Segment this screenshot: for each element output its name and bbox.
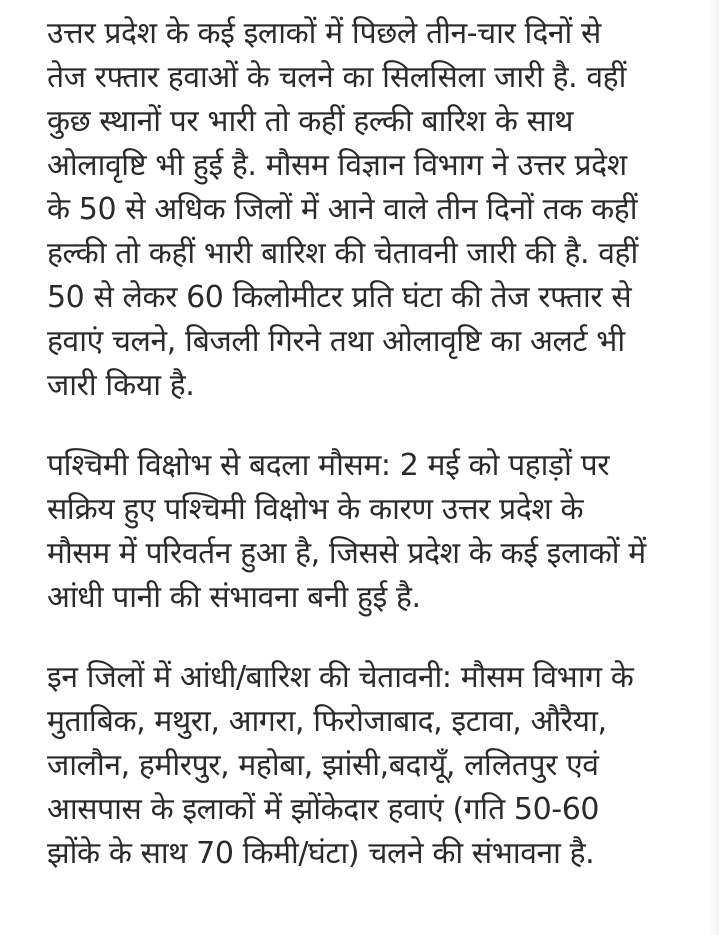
- text-line: जारी किया है.: [47, 368, 195, 403]
- text-line: तेज रफ्तार हवाओं के चलने का सिलसिला जारी है. वहीं: [47, 60, 626, 95]
- text-line: मौसम में परिवर्तन हुआ है, जिससे प्रदेश के कई इलाकों में: [47, 536, 646, 571]
- text-line: कुछ स्थानों पर भारी तो कहीं हल्की बारिश के साथ: [47, 104, 574, 139]
- text-line: हल्की तो कहीं भारी बारिश की चेतावनी जारी की है. वहीं: [47, 236, 638, 271]
- text-line: 50 से लेकर 60 किलोमीटर प्रति घंटा की तेज रफ्तार से: [47, 280, 632, 315]
- text-line: सक्रिय हुए पश्चिमी विक्षोभ के कारण उत्तर प्रदेश के: [47, 492, 584, 527]
- text-line: मुताबिक, मथुरा, आगरा, फिरोजाबाद, इटावा, औरैया,: [47, 704, 607, 739]
- text-line: उत्तर प्रदेश के कई इलाकों में पिछले तीन-चार दिनों से: [47, 16, 601, 51]
- text-line: आंधी पानी की संभावना बनी हुई है.: [47, 580, 421, 615]
- page-edge-shadow: [709, 0, 719, 935]
- text-line: के 50 से अधिक जिलों में आने वाले तीन दिनों तक कहीं: [47, 192, 638, 227]
- paragraph-western-disturbance: [47, 444, 687, 620]
- text-line: हवाएं चलने, बिजली गिरने तथा ओलावृष्टि का अलर्ट भी: [47, 324, 625, 359]
- text-line: आसपास के इलाकों में झोंकेदार हवाएं (गति 50-60: [47, 792, 600, 827]
- text-line: झोंके के साथ 70 किमी/घंटा) चलने की संभावना है.: [47, 836, 595, 871]
- text-line: इन जिलों में आंधी/बारिश की चेतावनी: मौसम विभाग के: [47, 660, 634, 695]
- text-line: ओलावृष्टि भी हुई है. मौसम विज्ञान विभाग ने उत्तर प्रदेश: [47, 148, 627, 183]
- paragraph-intro: [47, 12, 687, 408]
- paragraph-district-warning: [47, 656, 687, 876]
- text-line: पश्चिमी विक्षोभ से बदला मौसम: 2 मई को पहाड़ों पर: [47, 448, 610, 483]
- article-body: [47, 12, 687, 876]
- text-line: जालौन, हमीरपुर, महोबा, झांसी,बदायूँ, ललितपुर एवं: [47, 748, 599, 783]
